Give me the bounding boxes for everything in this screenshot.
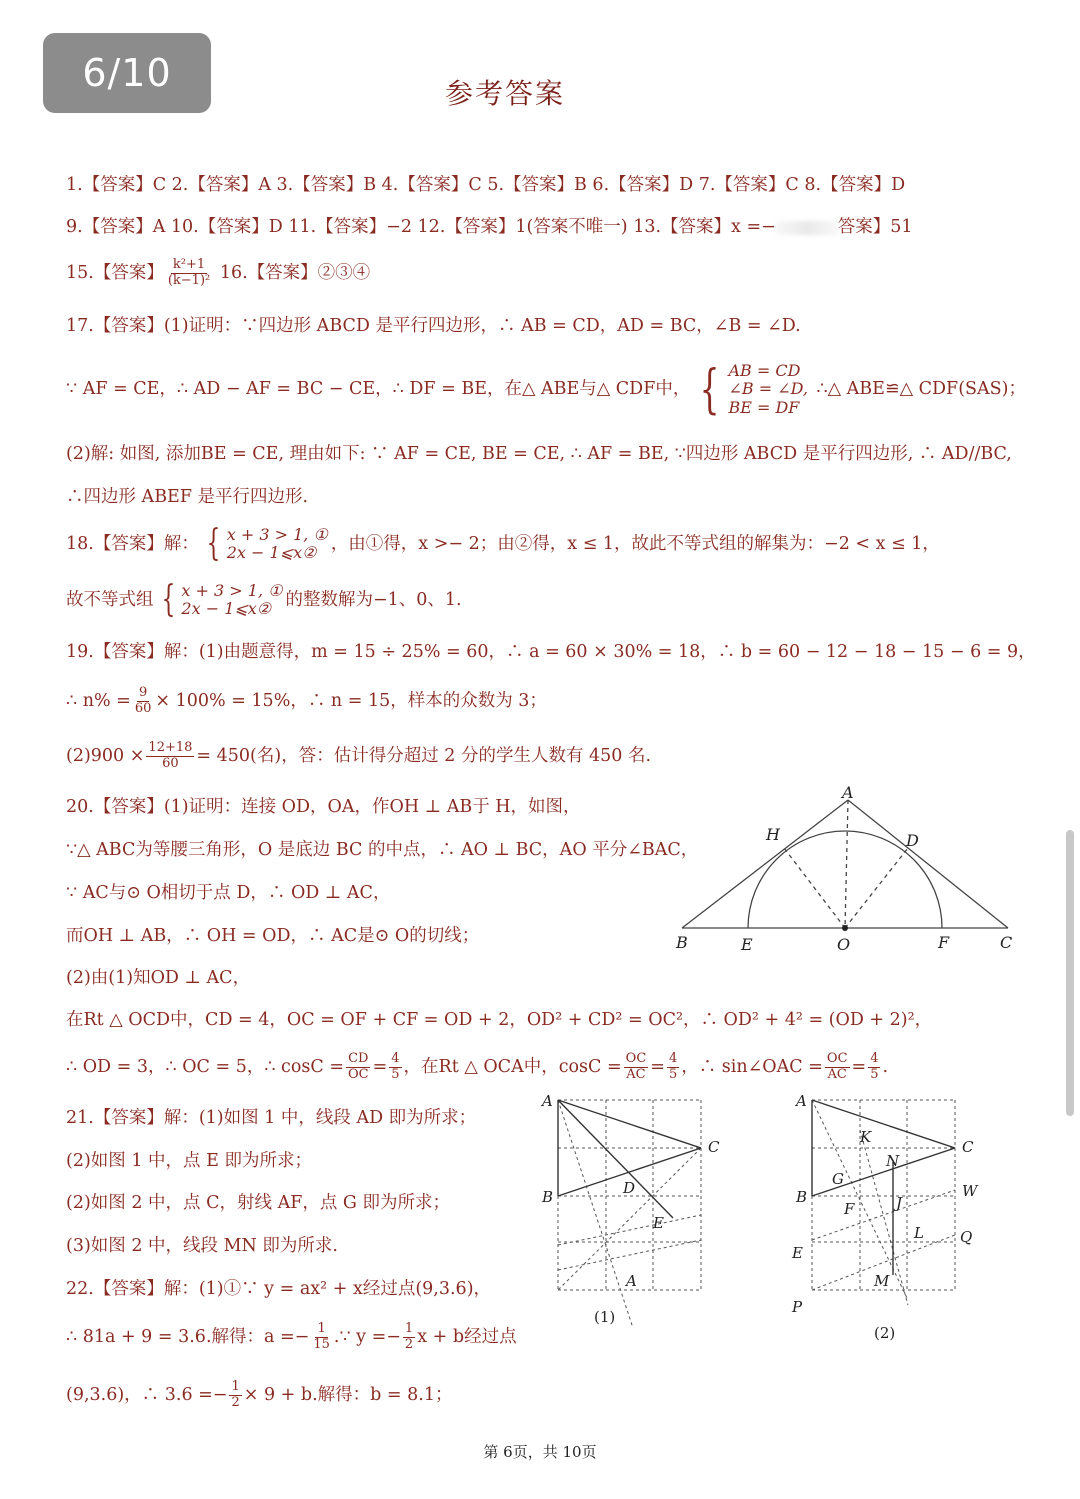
answer-15-label: 15.【答案】: [66, 262, 164, 283]
inequality-system: [157, 579, 283, 621]
fraction: [667, 1052, 679, 1083]
answer-19-line-3: [66, 741, 651, 772]
answer-20-line-3: ∵ AC与⊙ O相切于点 D，∴ OD ⊥ AC，: [66, 883, 391, 903]
segment-ab: [682, 800, 848, 928]
label-q: Q: [960, 1228, 973, 1246]
figure-semicircle-triangle: [670, 778, 1030, 958]
equals: =: [851, 1056, 867, 1077]
answer-16-text: 16.【答案】②③④: [214, 262, 371, 283]
fraction-denominator: AC: [626, 1066, 646, 1082]
system-row: 2x − 1⩽x②: [181, 599, 272, 619]
fraction: [624, 1052, 649, 1083]
fraction: [403, 1322, 415, 1353]
fraction: [868, 1052, 880, 1083]
fraction-numerator: k²+1: [172, 257, 206, 272]
brace: {: [161, 579, 175, 621]
fraction-numerator: 4: [668, 1051, 678, 1066]
answer-line-2-text: 9.【答案】A 10.【答案】D 11.【答案】−2 12.【答案】1(答案不唯一) 13.【答案】x =−: [66, 217, 776, 237]
fraction-numerator: 9: [138, 685, 148, 700]
fraction-denominator: 5: [391, 1066, 400, 1082]
answer-19-line-2: [66, 686, 547, 717]
fraction: [389, 1052, 401, 1083]
brace: {: [699, 359, 720, 420]
answer-17-line-4: ∴四边形 ABEF 是平行四边形.: [66, 487, 309, 507]
label-b: B: [542, 1188, 554, 1206]
fraction-15: [166, 258, 212, 289]
answer-21-line-2: (2)如图 1 中，点 E 即为所求；: [66, 1151, 312, 1171]
answer-line-2: [66, 217, 913, 238]
fraction-denominator: 2: [231, 1394, 240, 1410]
answer-line-2-tail: 答案】51: [837, 217, 913, 237]
fraction: [146, 741, 194, 772]
answer-21-line-3: (2)如图 2 中，点 C，射线 AF，点 G 即为所求；: [66, 1193, 450, 1213]
answer-17-line-3: (2)解: 如图, 添加BE = CE, 理由如下: ∵ AF = CE, BE = CE, ∴ AF = BE, ∵四边形 ABCD 是平行四边形, ∴ AD//BC,: [66, 444, 1012, 464]
label-n: N: [886, 1152, 900, 1170]
answer-18-conclusion: 的整数解为−1、0、1.: [285, 589, 462, 610]
label-j: J: [896, 1194, 903, 1212]
label-m: M: [874, 1272, 890, 1290]
equals: =: [650, 1056, 665, 1077]
page-indicator: 6/10: [82, 51, 172, 95]
answer-19-text-4: = 450(名)，答：估计得分超过 2 分的学生人数有 450 名.: [196, 745, 652, 766]
fraction-numerator: 1: [317, 1321, 326, 1336]
answer-21-line-4: (3)如图 2 中，线段 MN 即为所求.: [66, 1236, 338, 1256]
segment-ac: [848, 800, 1008, 928]
answer-19-text: ∴ n% =: [66, 690, 131, 711]
answer-17-conclusion: ∴△ ABE≌△ CDF(SAS)；: [810, 379, 1026, 400]
fraction-numerator: 12+18: [148, 740, 193, 755]
label-d: D: [906, 831, 919, 850]
center-point: [842, 925, 848, 931]
text: x + b经过点: [417, 1326, 517, 1347]
answer-20-line-4: 而OH ⊥ AB，∴ OH = OD，∴ AC是⊙ O的切线；: [66, 926, 480, 946]
answer-22-line-3: [66, 1380, 453, 1411]
text: ∴ OD = 3，∴ OC = 5，∴ cosC =: [66, 1056, 344, 1077]
answer-20-line-7: [66, 1052, 888, 1083]
answer-line-3: [66, 258, 370, 289]
system-row: 2x − 1⩽x②: [226, 543, 317, 563]
fraction-denominator: 15: [313, 1336, 330, 1352]
answer-19-text-3: (2)900 ×: [66, 745, 145, 766]
label-o: O: [837, 935, 851, 954]
text: .∵ y =−: [333, 1326, 401, 1347]
answer-line-1: 1.【答案】C 2.【答案】A 3.【答案】B 4.【答案】C 5.【答案】B 6.【答案】D 7.【答案】C 8.【答案】D: [66, 175, 906, 195]
answer-19-text-2: × 100% = 15%，∴ n = 15，样本的众数为 3；: [155, 690, 547, 711]
label-a: A: [842, 783, 854, 802]
text: ∴ 81a + 9 = 3.6.解得：a =−: [66, 1326, 310, 1347]
answer-17-text: ∵ AF = CE，∴ AD − AF = BC − CE，∴ DF = BE，在△ ABE与△ CDF中，: [66, 379, 691, 400]
answer-18-text: ，由①得，x >− 2；由②得，x ≤ 1，故此不等式组的解集为：−2 < x ≤ 1，: [330, 533, 940, 554]
fraction-numerator: 1: [404, 1321, 414, 1336]
fraction-numerator: 4: [870, 1051, 879, 1066]
text: (9,3.6)，∴ 3.6 =−: [66, 1384, 228, 1405]
answer-22-line-1: 22.【答案】解：(1)①∵ y = ax² + x经过点(9,3.6)，: [66, 1279, 492, 1299]
answer-17-line-1: 17.【答案】(1)证明：∵四边形 ABCD 是平行四边形，∴ AB = CD，AD = BC，∠B = ∠D.: [66, 316, 801, 336]
system-row: x + 3 > 1, ①: [226, 525, 328, 544]
blurred-region: [776, 221, 838, 235]
fraction-denominator: (k−1)²: [167, 272, 211, 288]
scrollbar-thumb[interactable]: [1066, 830, 1074, 1116]
figure-grid-2: [788, 1090, 998, 1350]
inequality-system: [202, 523, 328, 565]
period: .: [882, 1056, 889, 1077]
caption-2: (2): [874, 1324, 896, 1342]
system-row: BE = DF: [728, 397, 800, 417]
fraction-denominator: 5: [870, 1066, 879, 1082]
label-h: H: [766, 825, 780, 844]
answer-20-line-5: (2)由(1)知OD ⊥ AC，: [66, 968, 251, 988]
answer-19-line-1: 19.【答案】解：(1)由题意得，m = 15 ÷ 25% = 60，∴ a = 60 × 30% = 18，∴ b = 60 − 12 − 18 − 15 − 6 = 9，: [66, 642, 1036, 662]
page-footer: 第 6页，共 10页: [483, 1443, 597, 1461]
label-l: L: [914, 1224, 924, 1242]
answer-22-line-2: [66, 1322, 517, 1353]
segment-od: [845, 848, 908, 928]
fraction: [229, 1380, 241, 1411]
label-e: E: [741, 935, 753, 954]
equation-system: [693, 359, 808, 420]
fraction-denominator: 2: [404, 1336, 414, 1352]
fraction-numerator: CD: [348, 1051, 369, 1066]
segment-ao: [845, 800, 848, 928]
label-w: W: [962, 1182, 978, 1200]
fraction-denominator: AC: [827, 1066, 847, 1082]
answer-18-text-2: 故不等式组: [66, 589, 154, 610]
label-b: B: [796, 1188, 808, 1206]
label-e: E: [653, 1214, 664, 1232]
page-title: 参考答案: [444, 77, 565, 110]
fraction: [346, 1052, 371, 1083]
fraction: [133, 686, 154, 717]
text: × 9 + b.解得：b = 8.1；: [243, 1384, 453, 1405]
label-a2: A: [626, 1272, 637, 1290]
label-a: A: [796, 1092, 807, 1110]
fraction-denominator: 60: [134, 700, 152, 716]
fraction: [311, 1322, 332, 1353]
answer-18-line-2: [66, 579, 462, 621]
text: ，∴ sin∠OAC =: [681, 1056, 823, 1077]
fraction-numerator: 4: [391, 1051, 400, 1066]
answer-18-line-1: [66, 523, 940, 565]
label-p: P: [792, 1298, 803, 1316]
fraction-denominator: 5: [668, 1066, 678, 1082]
figure-grid-1: [538, 1090, 738, 1340]
fraction-denominator: OC: [347, 1066, 369, 1082]
label-e: E: [792, 1244, 803, 1262]
label-c: C: [1000, 933, 1013, 952]
fraction-numerator: OC: [826, 1051, 848, 1066]
fraction: [825, 1052, 850, 1083]
label-c: C: [708, 1138, 720, 1156]
answer-20-line-6: 在Rt △ OCD中，CD = 4，OC = OF + CF = OD + 2，OD² + CD² = OC²，∴ OD² + 4² = (OD + 2)²，: [66, 1010, 933, 1030]
label-f: F: [938, 933, 950, 952]
label-a: A: [542, 1092, 553, 1110]
label-k: K: [860, 1128, 872, 1146]
label-b: B: [676, 933, 688, 952]
equals: =: [372, 1056, 388, 1077]
fraction-numerator: OC: [625, 1051, 647, 1066]
system-row: AB = CD: [728, 361, 801, 380]
brace: {: [206, 523, 221, 565]
caption-1: (1): [594, 1308, 616, 1326]
label-d: D: [623, 1179, 636, 1197]
fraction-denominator: 60: [162, 755, 179, 771]
answer-17-line-2: [66, 359, 1026, 420]
answer-20-line-1: 20.【答案】(1)证明：连接 OD，OA，作OH ⊥ AB于 H，如图，: [66, 797, 581, 817]
answer-20-line-2: ∵△ ABC为等腰三角形，O 是底边 BC 的中点，∴ AO ⊥ BC，AO 平分∠BAC，: [66, 840, 699, 860]
label-g: G: [832, 1170, 844, 1188]
answer-18-label: 18.【答案】解：: [66, 533, 199, 554]
system-row: x + 3 > 1, ①: [181, 581, 283, 600]
segment-oh: [784, 848, 845, 928]
label-f: F: [844, 1200, 855, 1218]
fraction-numerator: 1: [231, 1379, 240, 1394]
system-row: ∠B = ∠D,: [728, 379, 808, 399]
label-c: C: [962, 1138, 974, 1156]
text: ，在Rt △ OCA中，cosC =: [403, 1056, 622, 1077]
answer-21-line-1: 21.【答案】解：(1)如图 1 中，线段 AD 即为所求；: [66, 1108, 477, 1128]
